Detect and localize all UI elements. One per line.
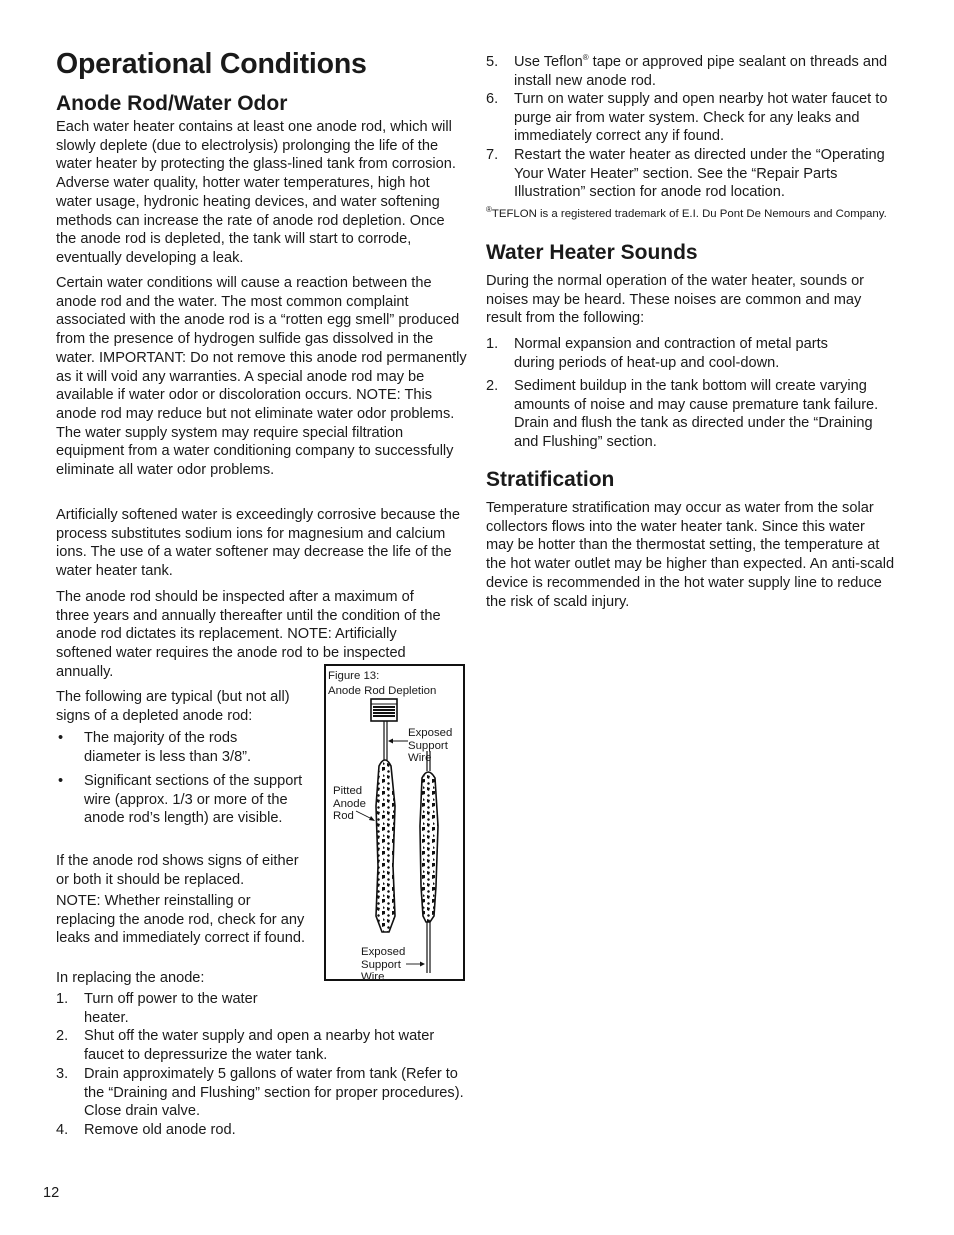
figure-caption-number: Figure 13: [328, 670, 380, 682]
step-number: 6. [486, 91, 499, 107]
sounds-item-number: 1. [486, 336, 499, 352]
label-exposed-support-wire-bottom: Exposed Support Wire [361, 946, 406, 983]
step-text: Drain approximately 5 gallons of water from tank (Refer to the “Draining and Flushing” section for proper procedures). Close drain valve. [84, 1066, 464, 1120]
anode-paragraph-8: In replacing the anode: [56, 970, 205, 986]
bullet-marker: • [58, 730, 64, 746]
anode-heading: Anode Rod/Water Odor [56, 92, 288, 115]
list-item: The majority of the rods diameter is less than 3/8”. [84, 730, 252, 765]
figure-caption-title: Anode Rod Depletion [328, 685, 437, 697]
sounds-item-number: 2. [486, 378, 499, 394]
anode-paragraph-6: If the anode rod shows signs of either or both it should be replaced. [56, 853, 299, 888]
step-text: Use Teflon® tape or approved pipe sealant on threads and install new anode rod. [514, 53, 888, 89]
stratification-text: Temperature stratification may occur as water from the solar collectors flows into the water heater tank. Since this water may be hotter than the thermostat setting, the temperature at the hot water outlet may be higher than expected. An anti-scald device is recommended in the hot water supply line to reduce the risk of scald injury. [486, 500, 895, 610]
anode-paragraph-7: NOTE: Whether reinstalling or replacing the anode rod, check for any leaks and immediately correct if found. [56, 893, 306, 947]
step-text: Turn on water supply and open nearby hot water faucet to purge air from water system. Check for any leaks and immediately correct any if found. [514, 91, 888, 145]
step-number: 2. [56, 1028, 69, 1044]
stratification-heading: Stratification [486, 468, 615, 491]
step-number: 4. [56, 1122, 69, 1138]
step-text: Turn off power to the water heater. [84, 991, 258, 1026]
anode-paragraph-1: Each water heater contains at least one anode rod, which will slowly deplete (due to electrolysis) prolonging the life of the water heater by protecting the glass-lined tank from corrosion. Adverse water quality, hotter water temperatures, high hot water usage, hydronic heating devices, and water softening methods can increase the rate of anode rod depletion. Once the anode rod is depleted, the tank will start to corrode, eventually developing a leak. [56, 119, 456, 266]
step-number: 5. [486, 54, 499, 70]
list-item: Significant sections of the support wire (approx. 1/3 or more of the anode rod’s length) are visible. [84, 773, 303, 827]
step-text: Restart the water heater as directed under the “Operating Your Water Heater” section. See the “Repair Parts Illustration” section for anode rod location. [514, 147, 885, 201]
step-number: 1. [56, 991, 69, 1007]
anode-paragraph-4: The anode rod should be inspected after a maximum of three years and annually thereafter until the condition of the anode rod dictates its replacement. NOTE: Artificially softened water requires the anode rod to be inspected annually. [56, 589, 441, 680]
teflon-footnote: ®TEFLON is a registered trademark of E.I. Du Pont De Nemours and Company. [486, 205, 887, 220]
sounds-item-text: Sediment buildup in the tank bottom will create varying amounts of noise and may cause premature tank failure. Drain and flush the tank as directed under the “Draining and Flushing” section. [514, 378, 879, 451]
step-number: 3. [56, 1066, 69, 1082]
anode-paragraph-5: The following are typical (but not all) signs of a depleted anode rod: [56, 689, 290, 724]
label-exposed-support-wire-top: Exposed Support Wire [408, 727, 453, 764]
anode-rod-illustration [326, 666, 463, 979]
anode-paragraph-3: Artificially softened water is exceedingly corrosive because the process substitutes sodium ions for magnesium and calcium ions. The use of a water softener may decrease the life of the water heater tank. [56, 507, 460, 580]
sounds-intro: During the normal operation of the water heater, sounds or noises may be heard. These noises are common and may result from the following: [486, 273, 865, 327]
anode-paragraph-2: Certain water conditions will cause a reaction between the anode rod and the water. The most common complaint associated with the anode rod is a “rotten egg smell” produced from the presence of hydrogen sulfide gas dissolved in the water. IMPORTANT: Do not remove this anode rod permanently as it will void any warranties. A special anode rod may be available if water odor or discoloration occurs. NOTE: This anode rod may reduce but not eliminate water odor problems. The water supply system may require special filtration equipment from a water conditioning company to successfully eliminate all water odor problems. [56, 275, 467, 479]
step-text: Shut off the water supply and open a nearby hot water faucet to depressurize the water tank. [84, 1028, 435, 1063]
step-number: 7. [486, 147, 499, 163]
page-number: 12 [43, 1185, 60, 1201]
page-title: Operational Conditions [56, 48, 367, 80]
step-text: Remove old anode rod. [84, 1122, 236, 1138]
figure-anode-rod-depletion [324, 664, 465, 981]
bullet-marker: • [58, 773, 64, 789]
sounds-heading: Water Heater Sounds [486, 241, 698, 264]
sounds-item-text: Normal expansion and contraction of metal parts during periods of heat-up and cool-down. [514, 336, 828, 371]
label-pitted-anode-rod: Pitted Anode Rod [333, 785, 366, 822]
